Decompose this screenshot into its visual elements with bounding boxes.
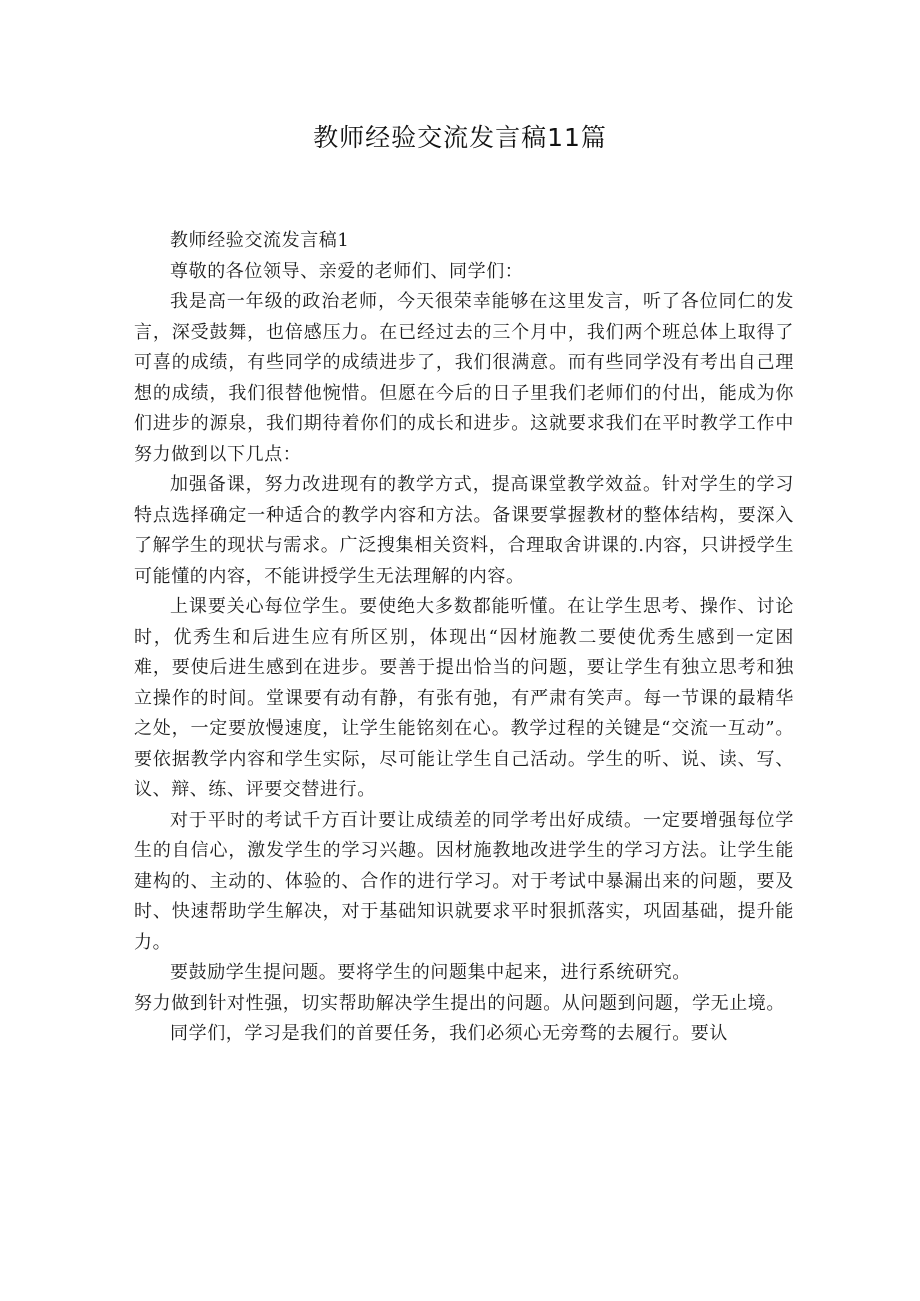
paragraph-exams: 对于平时的考试千方百计要让成绩差的同学考出好成绩。一定要增强每位学生的自信心，激发学生的学习兴趣。因材施教地改进学生的学习方法。让学生能建构的、主动的、体验的、合作的进行学习。对于考试中暴漏出来的问题，要及时、快速帮助学生解决，对于基础知识就要求平时狠抓落实，巩固基础，提升能力。 [134, 809, 794, 953]
document-title: 教师经验交流发言稿11篇 [313, 123, 607, 152]
paragraph-questions-continued: 努力做到针对性强，切实帮助解决学生提出的问题。从问题到问题，学无止境。 [134, 992, 785, 1014]
paragraph-lesson-prep: 加强备课，努力改进现有的教学方式，提高课堂教学效益。针对学生的学习特点选择确定一种适合的教学内容和方法。备课要掌握教材的整体结构，要深入了解学生的现状与需求。广泛搜集相关资料，合理取舍讲课的.内容，只讲授学生可能懂的内容，不能讲授学生无法理解的内容。 [134, 474, 794, 587]
paragraph-questions: 要鼓励学生提问题。要将学生的问题集中起来，进行系统研究。 [170, 962, 691, 983]
salutation: 尊敬的各位领导、亲爱的老师们、同学们： [170, 260, 524, 282]
paragraph-classroom: 上课要关心每位学生。要使绝大多数都能听懂。在让学生思考、操作、讨论时，优秀生和后进生应有所区别，体现出“因材施教二要使优秀生感到一定困难，要使后进生感到在进步。要善于提出恰当的问题，要让学生有独立思考和独立操作的时间。堂课要有动有静，有张有弛，有严肃有笑声。每一节课的最精华之处，一定要放慢速度，让学生能铭刻在心。教学过程的关键是“交流一互动”。要依据教学内容和学生实际，尽可能让学生自己活动。学生的听、说、读、写、议、辩、练、评要交替进行。 [134, 596, 794, 800]
paragraph-closing: 同学们，学习是我们的首要任务，我们必须心无旁骛的去履行。要认 [170, 1023, 728, 1044]
document-body [134, 226, 794, 1050]
paragraph-intro: 我是高一年级的政治老师，今天很荣幸能够在这里发言，听了各位同仁的发言，深受鼓舞，也倍感压力。在已经过去的三个月中，我们两个班总体上取得了可喜的成绩，有些同学的成绩进步了，我们很满意。而有些同学没有考出自己理想的成绩，我们很替他惋惜。但愿在今后的日子里我们老师们的付出，能成为你们进步的源泉，我们期待着你们的成长和进步。这就要求我们在平时教学工作中努力做到以下几点： [134, 291, 794, 465]
speech-heading: 教师经验交流发言稿1 [170, 230, 350, 251]
